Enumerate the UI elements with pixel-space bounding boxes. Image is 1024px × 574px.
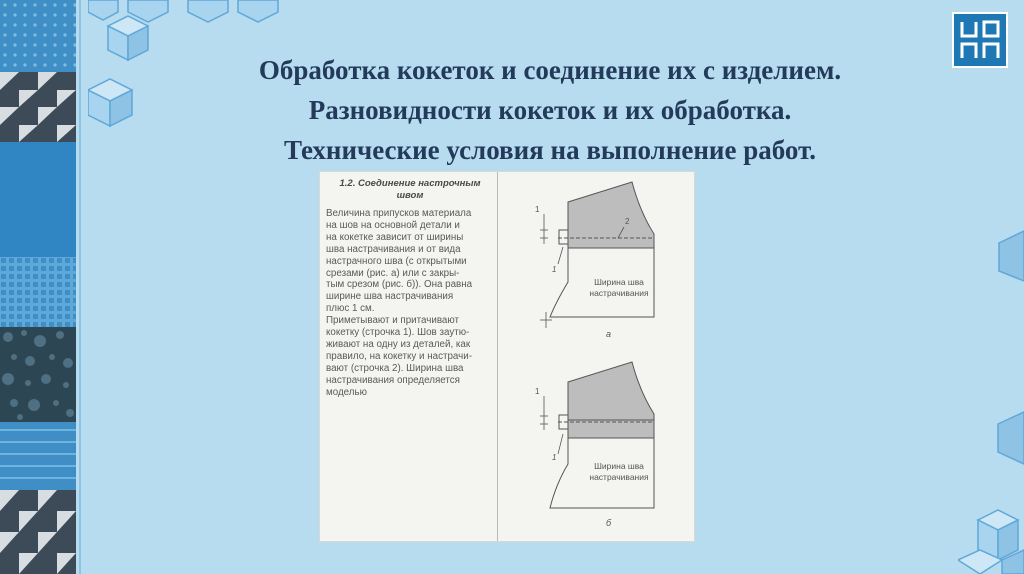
body-line: срезами (рис. а) или с закры- bbox=[326, 267, 460, 279]
seam-width-label: настрачивания bbox=[589, 288, 649, 298]
body-line: плюс 1 см. bbox=[326, 303, 375, 315]
copp-logo-icon bbox=[952, 12, 1008, 68]
slide-title bbox=[140, 50, 960, 170]
callout-number: 1 bbox=[535, 387, 540, 396]
body-line: моделью bbox=[326, 386, 367, 398]
figure-b-diagram bbox=[535, 362, 654, 528]
body-line: тым срезом (рис. б)). Она равна bbox=[326, 279, 473, 291]
strip-band-triangles-bottom bbox=[0, 490, 76, 574]
title-line-2: Разновидности кокеток и их обработка. bbox=[308, 95, 792, 125]
heading-line: 1.2. Соединение настрочным bbox=[339, 178, 481, 189]
strip-band-triangles bbox=[0, 72, 76, 142]
seam-width-label: настрачивания bbox=[589, 472, 649, 482]
seam-width-label: Ширина шва bbox=[594, 277, 644, 287]
strip-band-squares bbox=[0, 257, 76, 327]
title-line-1: Обработка кокеток и соединение их с изделием. bbox=[258, 55, 842, 85]
callout-number: 1 bbox=[552, 453, 557, 462]
figure-b-caption: б bbox=[606, 518, 612, 528]
body-line: на шов на основной детали и bbox=[326, 219, 460, 231]
heading-line: швом bbox=[396, 190, 424, 201]
document-body bbox=[326, 208, 492, 399]
body-line: живают на одну из деталей, как bbox=[326, 338, 471, 350]
decorative-side-strip bbox=[0, 0, 76, 574]
strip-edge-line bbox=[79, 0, 81, 574]
body-line: шва настрачивания и от вида bbox=[326, 243, 461, 255]
body-line: кокетку (строчка 1). Шов заутю- bbox=[326, 327, 470, 339]
cube-right-middle bbox=[994, 225, 1024, 295]
body-line: вают (строчка 2). Ширина шва bbox=[326, 362, 464, 374]
body-line: на кокетке зависит от ширины bbox=[326, 231, 464, 243]
strip-band-dots bbox=[0, 327, 76, 422]
strip-band-pattern bbox=[0, 0, 76, 72]
body-line: Приметывают и притачивают bbox=[326, 315, 460, 327]
page-fold-line bbox=[497, 172, 498, 541]
figure-a-caption: а bbox=[606, 329, 612, 339]
figure-a-diagram bbox=[535, 182, 654, 339]
title-line-3: Технические условия на выполнение работ. bbox=[283, 135, 817, 165]
strip-band-blue bbox=[0, 142, 76, 257]
callout-number: 1 bbox=[535, 205, 540, 214]
body-line: настрачивания определяется bbox=[326, 374, 460, 386]
strip-band-lines bbox=[0, 422, 76, 490]
callout-number: 2 bbox=[625, 217, 630, 226]
body-line: правило, на кокетку и настрачи- bbox=[326, 350, 473, 362]
body-line: ширине шва настрачивания bbox=[326, 291, 454, 303]
document-scan bbox=[320, 172, 694, 541]
body-line: настрачного шва (с открытыми bbox=[326, 255, 467, 267]
cube-cluster-bottom-right bbox=[958, 400, 1024, 574]
figure-panel bbox=[500, 172, 694, 546]
seam-width-label: Ширина шва bbox=[594, 461, 644, 471]
document-heading bbox=[324, 178, 496, 202]
body-line: Величина припусков материала bbox=[326, 208, 472, 219]
callout-number: 1 bbox=[552, 265, 557, 274]
